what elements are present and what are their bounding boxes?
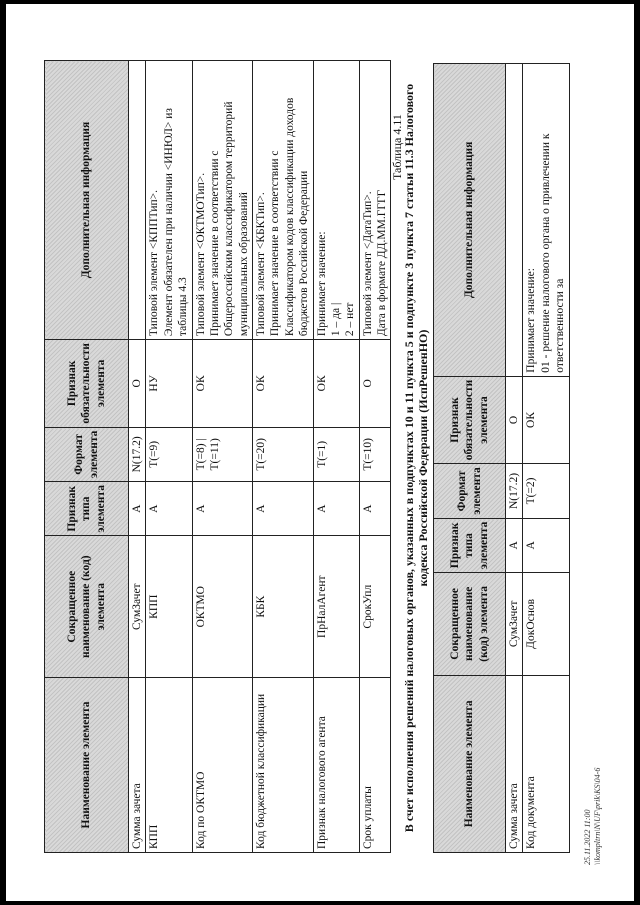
cell-required: НУ xyxy=(146,340,192,428)
cell-code: СрокУпл xyxy=(359,536,391,677)
cell-name: Код документа xyxy=(523,675,569,852)
header-info: Дополнительная информация xyxy=(45,61,129,340)
cell-info: Принимает значение: 01 - решение налогового органа о привлечении к ответственности за xyxy=(523,64,569,377)
cell-info: Типовой элемент <КППТип>. Элемент обязателен при наличии <ИНЮЛ> из таблицы 4.3 xyxy=(146,61,192,340)
header-name: Наименование элемента xyxy=(434,675,506,852)
cell-format: T(=1) xyxy=(313,427,359,481)
cell-type: А xyxy=(523,518,569,572)
footer-timestamp: 25.11.2022 11:00 xyxy=(583,809,592,865)
header-required: Признак обязательности элемента xyxy=(45,340,129,428)
table-row xyxy=(253,61,314,853)
cell-required: ОК xyxy=(313,340,359,428)
cell-info xyxy=(129,61,146,340)
cell-code: КБК xyxy=(253,536,314,677)
cell-required: ОК xyxy=(523,376,569,464)
table-row xyxy=(506,64,523,853)
elements-table-4-11 xyxy=(433,63,570,853)
header-code: Сокращенное наименование (код) элемента xyxy=(45,536,129,677)
footer-path: \\kompltrn\N\UF\prik\KS\04-6 xyxy=(592,767,602,865)
header-name: Наименование элемента xyxy=(45,677,129,852)
cell-name: КПП xyxy=(146,677,192,852)
cell-name: Сумма зачета xyxy=(506,675,523,852)
cell-required: ОК xyxy=(253,340,314,428)
table-row xyxy=(523,64,569,853)
cell-format: T(=10) xyxy=(359,427,391,481)
cell-type: А xyxy=(359,482,391,536)
header-type: Признак типа элемента xyxy=(45,482,129,536)
header-type: Признак типа элемента xyxy=(434,518,506,572)
table-caption: В счет исполнения решений налоговых органов, указанных в подпунктах 10 и 11 пункта 5 и подпункте 3 пункта 7 статьи 11.3 Налогового кодекса Российской Федерации (ИспРешенНО) xyxy=(402,83,431,833)
header-format: Формат элемента xyxy=(434,464,506,518)
table-row xyxy=(359,61,391,853)
cell-name: Признак налогового агента xyxy=(313,677,359,852)
cell-info: Типовой элемент <ДатаТип>. Дата в формате ДД.ММ.ГГГГ xyxy=(359,61,391,340)
cell-type: А xyxy=(146,482,192,536)
file-path-footer xyxy=(583,768,602,865)
cell-format: T(=20) xyxy=(253,427,314,481)
table-header-row xyxy=(434,64,506,853)
header-code: Сокращенное наименование (код) элемента xyxy=(434,573,506,676)
header-info: Дополнительная информация xyxy=(434,64,506,377)
cell-type: А xyxy=(192,482,253,536)
cell-name: Код по ОКТМО xyxy=(192,677,253,852)
cell-type: А xyxy=(506,518,523,572)
table-row xyxy=(146,61,192,853)
cell-required: О xyxy=(506,376,523,464)
table-header-row xyxy=(45,61,129,853)
cell-required: О xyxy=(359,340,391,428)
cell-format: T(=2) xyxy=(523,464,569,518)
cell-format: T(=9) xyxy=(146,427,192,481)
cell-info: Принимает значение: 1 – да | 2 – нет xyxy=(313,61,359,340)
table-row xyxy=(313,61,359,853)
cell-code: СумЗачет xyxy=(129,536,146,677)
cell-required: О xyxy=(129,340,146,428)
cell-info: Типовой элемент <ОКТМОТип>. Принимает значение в соответствии с Общероссийским классификатором территорий муниципальных образований xyxy=(192,61,253,340)
cell-code: ДокОснов xyxy=(523,573,569,676)
table-row xyxy=(192,61,253,853)
elements-table-4-10 xyxy=(44,60,391,853)
cell-name: Срок уплаты xyxy=(359,677,391,852)
cell-name: Код бюджетной классификации xyxy=(253,677,314,852)
table-number: Таблица 4.11 xyxy=(390,114,404,180)
cell-format: T(=8) | T(=11) xyxy=(192,427,253,481)
cell-code: СумЗачет xyxy=(506,573,523,676)
cell-info: Типовой элемент <КБКТип>. Принимает значение в соответствии с Классификатором кодов классификации доходов бюджетов Российской Федерации xyxy=(253,61,314,340)
cell-required: ОК xyxy=(192,340,253,428)
cell-info xyxy=(506,64,523,377)
cell-code: ПрНалАгент xyxy=(313,536,359,677)
cell-name: Сумма зачета xyxy=(129,677,146,852)
header-format: Формат элемента xyxy=(45,427,129,481)
cell-code: КПП xyxy=(146,536,192,677)
cell-type: А xyxy=(313,482,359,536)
cell-code: ОКТМО xyxy=(192,536,253,677)
cell-format: N(17.2) xyxy=(506,464,523,518)
cell-type: А xyxy=(129,482,146,536)
cell-type: А xyxy=(253,482,314,536)
cell-format: N(17.2) xyxy=(129,427,146,481)
header-required: Признак обязательности элемента xyxy=(434,376,506,464)
table-row xyxy=(129,61,146,853)
